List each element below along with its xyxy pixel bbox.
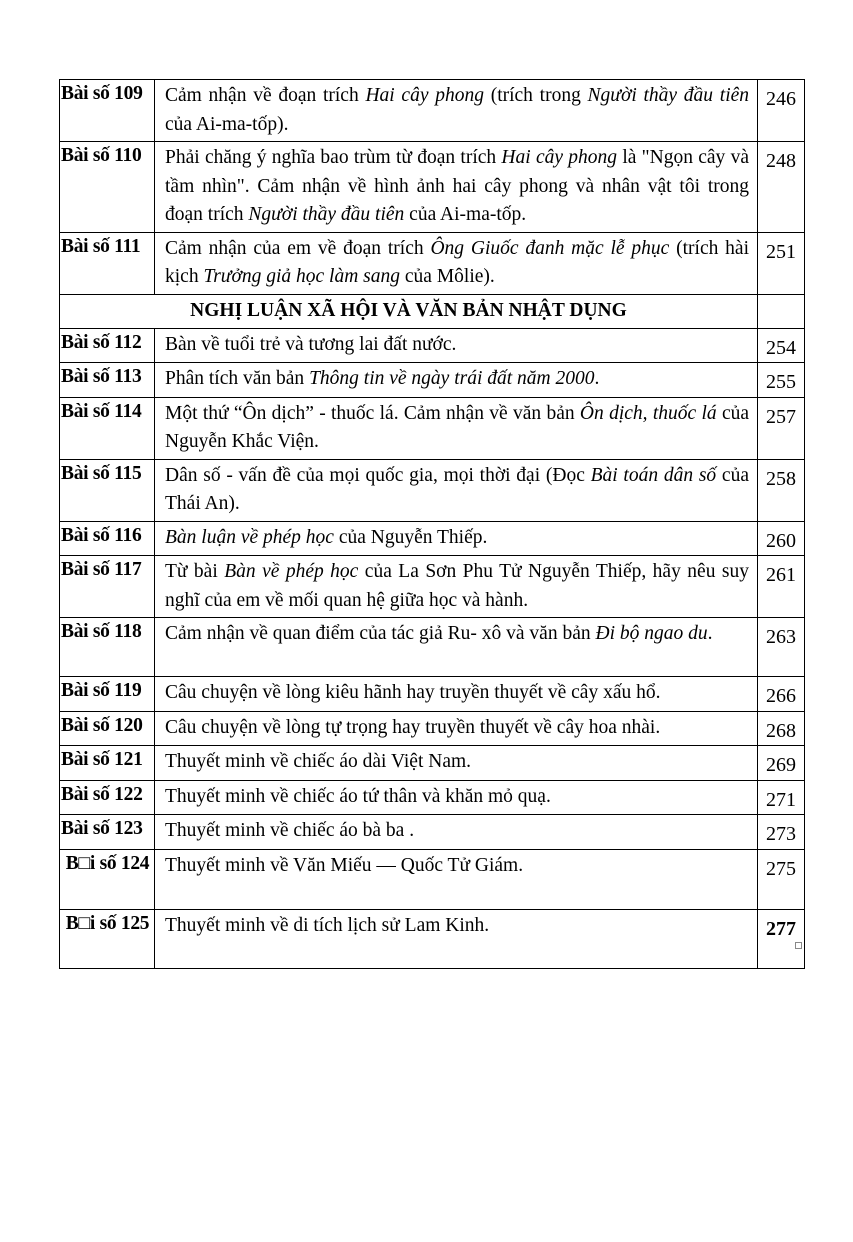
italic-title-segment: Người thầy đầu tiên (587, 85, 750, 106)
text-segment: Câu chuyện về lòng kiêu hãnh hay truyền thuyết về cây xấu hổ. (165, 682, 661, 703)
lesson-label: Bài số 121 (60, 746, 155, 781)
text-segment: (trích hài kịch (165, 237, 749, 287)
section-header-row (60, 294, 805, 328)
table-row (60, 711, 805, 746)
text-segment: Bàn về tuổi trẻ và tương lai đất nước. (165, 333, 457, 355)
italic-title-segment: Ông Giuốc đanh mặc lễ phục (430, 237, 670, 259)
text-segment: Cảm nhận về đoạn trích (165, 85, 366, 106)
page-number: 251 (758, 232, 805, 294)
page-number: 263 (758, 618, 805, 677)
lesson-label: Bài số 120 (60, 711, 155, 746)
italic-title-segment: Thông tin về ngày trái đất năm 2000 (309, 368, 595, 389)
table-row (60, 677, 805, 712)
text-segment: Thuyết minh về chiếc áo dài Việt Nam. (165, 751, 472, 772)
text-segment: của Nguyễn Thiếp. (333, 526, 488, 548)
page-number: 257 (758, 397, 805, 459)
lesson-title (155, 328, 758, 363)
lesson-title (155, 815, 758, 850)
italic-title-segment: Hai cây phong (365, 85, 484, 106)
text-segment: Thuyết minh về di tích lịch sử Lam Kinh. (165, 914, 490, 936)
italic-title-segment: Hai cây phong (501, 147, 618, 168)
page-number: 273 (758, 815, 805, 850)
lesson-label: Bài số 123 (60, 815, 155, 850)
text-segment: . (707, 623, 713, 644)
page-number: 261 (758, 556, 805, 618)
text-segment: Cảm nhận của em về đoạn trích (165, 237, 431, 259)
table-row (60, 459, 805, 521)
lesson-title (155, 459, 758, 521)
text-segment: Phân tích văn bản (165, 368, 310, 389)
text-segment: Thuyết minh về chiếc áo bà ba . (165, 820, 415, 841)
lesson-label: Bài số 118 (60, 618, 155, 677)
text-segment: Cảm nhận về quan điểm của tác giả Ru- xô và văn bản (165, 623, 596, 644)
text-segment: Thuyết minh về Văn Miếu — Quốc Tử Giám. (165, 854, 524, 876)
lesson-label: Bài số 111 (60, 232, 155, 294)
italic-title-segment: Người thầy đầu tiên (248, 204, 405, 225)
table-row (60, 618, 805, 677)
lesson-label: Bài số 114 (60, 397, 155, 459)
italic-title-segment: Bàn về phép học (224, 561, 359, 582)
table-row (60, 746, 805, 781)
table-of-contents (59, 79, 805, 969)
italic-title-segment: Đi bộ ngao du (595, 623, 708, 644)
lesson-label: Bài số 115 (60, 459, 155, 521)
lesson-label: Bài số 113 (60, 363, 155, 398)
text-segment: Phải chăng ý nghĩa bao trùm từ đoạn trích (165, 147, 502, 168)
lesson-label: B□i số 124 (60, 849, 155, 909)
page-number: 248 (758, 142, 805, 233)
lesson-title (155, 780, 758, 815)
lesson-title (155, 711, 758, 746)
text-segment: Từ bài (165, 561, 225, 582)
table-row (60, 815, 805, 850)
text-segment: Thuyết minh về chiếc áo tứ thân và khăn mỏ quạ. (165, 785, 551, 807)
lesson-label: Bài số 112 (60, 328, 155, 363)
text-segment: Một thứ “Ôn dịch” - thuốc lá. Cảm nhận về văn bản (165, 402, 580, 424)
text-segment: của Ai-ma-tốp. (404, 204, 527, 225)
lesson-label: Bài số 109 (60, 80, 155, 142)
page-number: 277 (758, 909, 805, 968)
lesson-label: B□i số 125 (60, 909, 155, 968)
text-segment: là "Ngọn cây và tầm nhìn". Cảm nhận về hình ảnh hai cây phong và nhân vật tôi trong đoạn trích (165, 147, 749, 225)
page-number: 266 (758, 677, 805, 712)
page-number: 275 (758, 849, 805, 909)
table-row (60, 142, 805, 233)
lesson-label: Bài số 116 (60, 521, 155, 556)
lesson-label: Bài số 117 (60, 556, 155, 618)
section-title: NGHỊ LUẬN XÃ HỘI VÀ VĂN BẢN NHẬT DỤNG (60, 294, 758, 328)
lesson-label: Bài số 119 (60, 677, 155, 712)
lesson-title (155, 142, 758, 233)
text-segment: (trích trong (483, 85, 588, 106)
table-row (60, 328, 805, 363)
page-number: 254 (758, 328, 805, 363)
text-segment: của Thái An). (165, 464, 749, 514)
empty-cell (758, 294, 805, 328)
page-number: 246 (758, 80, 805, 142)
italic-title-segment: Trưởng giả học làm sang (203, 266, 401, 287)
table-row (60, 80, 805, 142)
text-segment: của La Sơn Phu Tử Nguyễn Thiếp, hãy nêu suy nghĩ của em về mối quan hệ giữa học và hành. (165, 561, 749, 611)
table-row (60, 363, 805, 398)
lesson-title (155, 849, 758, 909)
lesson-title (155, 397, 758, 459)
table-resize-handle[interactable] (795, 942, 802, 949)
text-segment: của Môlie). (400, 266, 495, 287)
page-number: 268 (758, 711, 805, 746)
page-number: 271 (758, 780, 805, 815)
table-row (60, 521, 805, 556)
text-segment: của Nguyễn Khắc Viện. (165, 402, 750, 452)
text-segment: Dân số - vấn đề của mọi quốc gia, mọi thời đại (Đọc (165, 464, 591, 486)
page-number: 269 (758, 746, 805, 781)
page-number: 260 (758, 521, 805, 556)
page-number: 255 (758, 363, 805, 398)
text-segment: Câu chuyện về lòng tự trọng hay truyền thuyết về cây hoa nhài. (165, 716, 661, 738)
lesson-title (155, 232, 758, 294)
lesson-title (155, 80, 758, 142)
lesson-label: Bài số 110 (60, 142, 155, 233)
lesson-title (155, 746, 758, 781)
text-segment: . (594, 368, 600, 389)
table-row (60, 556, 805, 618)
lesson-title (155, 363, 758, 398)
table-row (60, 909, 805, 968)
table-row (60, 232, 805, 294)
lesson-title (155, 556, 758, 618)
table-row (60, 397, 805, 459)
lesson-label: Bài số 122 (60, 780, 155, 815)
italic-title-segment: Ôn dịch, thuốc lá (579, 402, 717, 424)
table-row (60, 849, 805, 909)
lesson-title (155, 618, 758, 677)
italic-title-segment: Bàn luận về phép học (165, 526, 334, 548)
table-row (60, 780, 805, 815)
lesson-title (155, 677, 758, 712)
lesson-title (155, 521, 758, 556)
lesson-title (155, 909, 758, 968)
italic-title-segment: Bài toán dân số (590, 464, 717, 486)
text-segment: của Ai-ma-tốp). (165, 113, 289, 135)
page-number: 258 (758, 459, 805, 521)
